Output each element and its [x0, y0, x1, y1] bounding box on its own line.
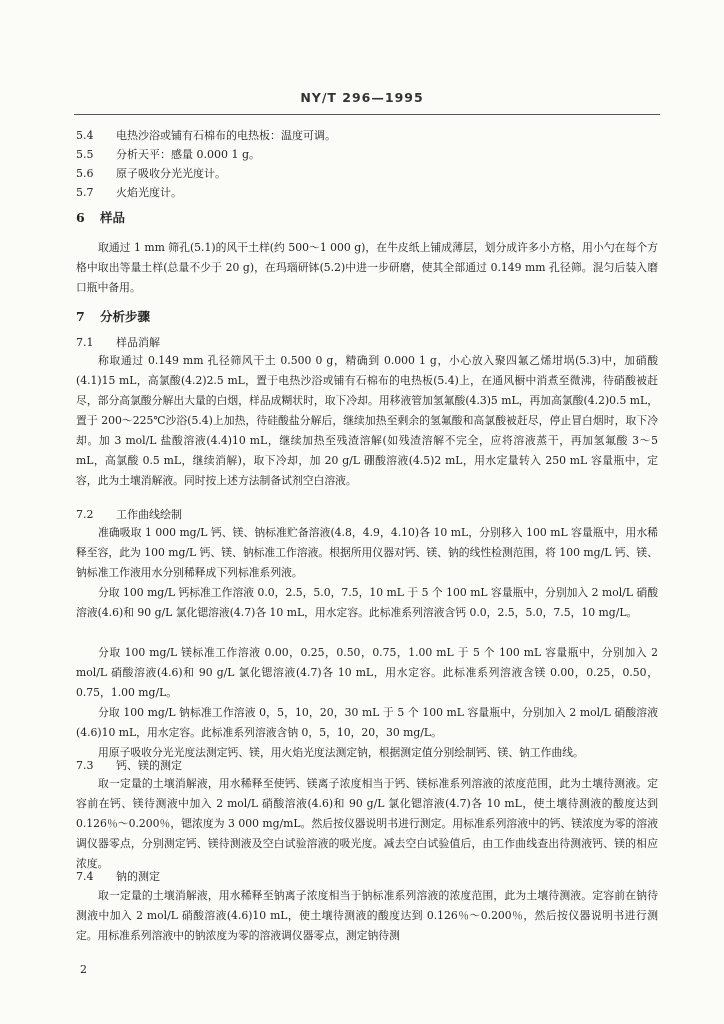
section-title: 钙、镁的测定 [116, 759, 182, 772]
page-number: 2 [80, 963, 87, 976]
item-5-5 [76, 148, 260, 162]
section-7-3-heading [76, 759, 182, 773]
section-6-body: 取通过 1 mm 筛孔(5.1)的风干土样(约 500～1 000 g)，在牛皮纸上铺成薄层，划分成许多小方格，用小勺在每个方格中取出等量土样(总量不少于 20 g)，在玛瑙研钵(5.2)中进一步研磨，使其全部通过 0.149 mm 孔径筛。混匀后装入磨口瓶中备用。 [76, 241, 658, 294]
item-number: 5.4 [76, 129, 94, 142]
item-number: 5.6 [76, 167, 94, 180]
section-7-2-para-3: 分取 100 mg/L 镁标准工作溶液 0.00，0.25，0.50，0.75，1.00 mL 于 5 个 100 mL 容量瓶中，分别加入 2 mol/L 硝酸溶液(4.6)和 90 g/L 氯化锶溶液(4.7)各 10 mL，用水定容。此标准系列溶液含镁 0.00，0.25，0.50，0.75，1.00 mg/L。 [76, 646, 658, 699]
section-title: 钠的测定 [116, 870, 160, 883]
item-5-6 [76, 167, 226, 181]
item-text: 分析天平：感量 0.000 1 g。 [116, 148, 261, 161]
header-rule [74, 114, 660, 115]
section-7-heading [76, 310, 150, 324]
section-7-2-heading [76, 508, 182, 522]
section-6-heading [76, 211, 125, 225]
section-7-3-body: 取一定量的土壤消解液，用水稀释至使钙、镁离子浓度相当于钙、镁标准系列溶液的浓度范围，此为土壤待测液。定容前在钙、镁待测液中加入 2 mol/L 硝酸溶液(4.6)和 90 g/L 氯化锶溶液(4.7)各 10 mL，使土壤待测液的酸度达到 0.126％～0.200％，锶浓度为 3 000 mg/mL。然后按仪器说明书进行测定。用标准系列溶液中的钙、镁浓度为零的溶液调仪器零点，分别测定钙、镁待测液及空白试验溶液的吸光度。减去空白试验值后，由工作曲线查出待测液钙、镁的相应浓度。 [76, 777, 658, 870]
item-text: 原子吸收分光光度计。 [116, 167, 226, 180]
section-title: 分析步骤 [100, 309, 151, 324]
section-7-2-para-5: 用原子吸收分光光度法测定钙、镁，用火焰光度法测定钠，根据测定值分别绘制钙、镁、钠工作曲线。 [98, 746, 584, 759]
item-number: 5.5 [76, 148, 94, 161]
section-number: 7.3 [76, 759, 94, 772]
item-text: 电热沙浴或铺有石棉布的电热板：温度可调。 [116, 129, 336, 142]
section-7-4-body: 取一定量的土壤消解液，用水稀释至钠离子浓度相当于钠标准系列溶液的浓度范围，此为土壤待测液。定容前在钠待测液中加入 2 mol/L 硝酸溶液(4.6)10 mL，使土壤待测液的酸度达到 0.126％～0.200％，然后按仪器说明书进行测定。用标准系列溶液中的钠浓度为零的溶液调仪器零点，测定钠待测 [76, 889, 658, 942]
section-number: 7.2 [76, 508, 94, 521]
section-title: 样品 [100, 210, 126, 225]
section-7-4-heading [76, 870, 160, 884]
item-text: 火焰光度计。 [116, 186, 182, 199]
item-5-4 [76, 129, 336, 143]
section-7-1-heading [76, 336, 160, 350]
section-7-2-para-2: 分取 100 mg/L 钙标准工作溶液 0.0，2.5，5.0，7.5，10 mL 于 5 个 100 mL 容量瓶中，分别加入 2 mol/L 硝酸溶液(4.6)和 90 g/L 氯化锶溶液(4.7)各 10 mL，用水定容。此标准系列溶液含钙 0.0，2.5，5.0，7.5，10 mg/L。 [76, 586, 658, 619]
section-number: 7.1 [76, 336, 94, 349]
section-title: 样品消解 [116, 336, 160, 349]
standard-header: NY/T 296—1995 [300, 90, 424, 105]
section-7-1-body: 称取通过 0.149 mm 孔径筛风干土 0.500 0 g，精确到 0.000 1 g，小心放入聚四氟乙烯坩埚(5.3)中，加硝酸(4.1)15 mL，高氯酸(4.2)2.5 mL，置于电热沙浴或铺有石棉布的电热板(5.4)上，在通风橱中消煮至微沸，待硝酸被赶尽，部分高氯酸分解出大量的白烟，样品成糊状时，取下冷却。用移液管加氢氟酸(4.3)5 mL，再加高氯酸(4.2)0.5 mL，置于 200～225℃沙浴(5.4)上加热，待硅酸盐分解后，继续加热至剩余的氢氟酸和高氯酸被赶尽，停止冒白烟时，取下冷却。加 3 mol/L 盐酸溶液(4.4)10 mL，继续加热至残渣溶解(如残渣溶解不完全，应将溶液蒸干，再加氢氟酸 3～5 mL，高氯酸 0.5 mL，继续消解)，取下冷却，加 20 g/L 硼酸溶液(4.5)2 mL，用水定量转入 250 mL 容量瓶中，定容，此为土壤消解液。同时按上述方法制备试剂空白溶液。 [76, 354, 658, 487]
section-number: 6 [76, 210, 85, 225]
section-number: 7.4 [76, 870, 94, 883]
item-number: 5.7 [76, 186, 94, 199]
section-7-2-para-1: 准确吸取 1 000 mg/L 钙、镁、钠标准贮备溶液(4.8，4.9，4.10)各 10 mL，分别移入 100 mL 容量瓶中，用水稀释至容，此为 100 mg/L 钙、镁、钠标准工作溶液。根据所用仪器对钙、镁、钠的线性检测范围，将 100 mg/L 钙、镁、钠标准工作液用水分别稀释成下列标准系列液。 [76, 526, 658, 579]
section-number: 7 [76, 309, 85, 324]
section-7-2-para-4: 分取 100 mg/L 钠标准工作溶液 0，5，10，20，30 mL 于 5 个 100 mL 容量瓶中，分别加入 2 mol/L 硝酸溶液(4.6)10 mL，用水定容。此标准系列溶液含钠 0，5，10，20，30 mg/L。 [76, 706, 658, 739]
item-5-7 [76, 186, 182, 200]
section-title: 工作曲线绘制 [116, 508, 182, 521]
